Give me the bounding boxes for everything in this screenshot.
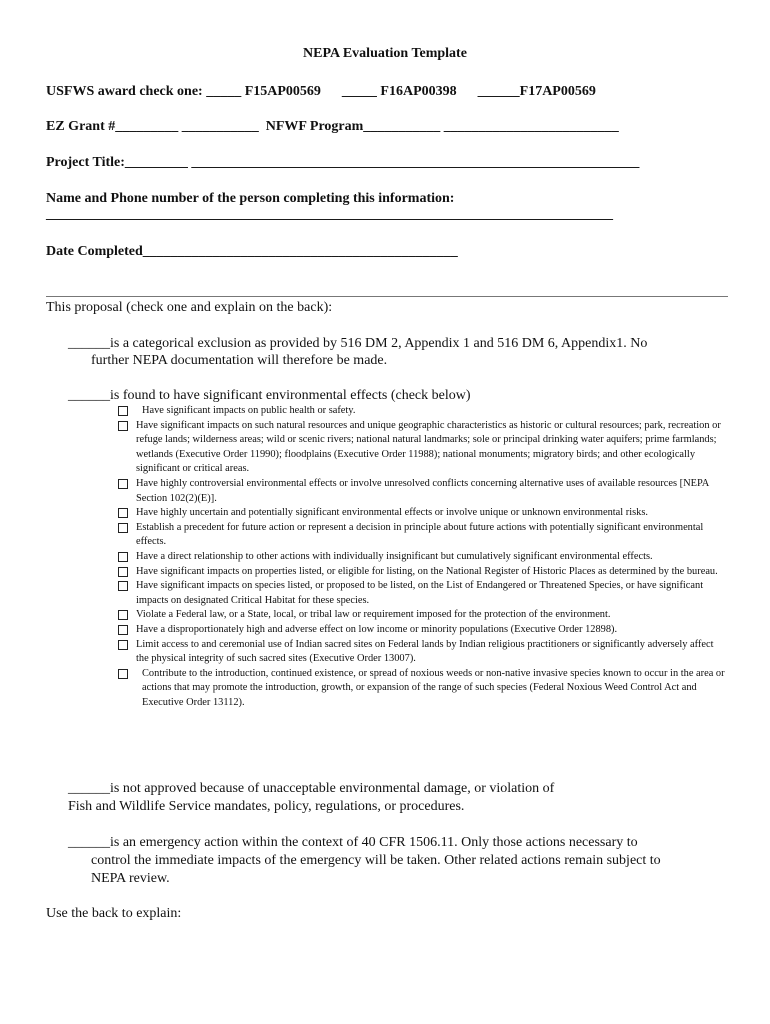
checkbox[interactable] — [118, 421, 128, 431]
criteria-item[interactable] — [118, 623, 728, 638]
grant-program-line: EZ Grant #_________ ___________ NFWF Program___________ _________________________ — [46, 119, 619, 134]
checkbox[interactable] — [118, 669, 128, 679]
criteria-item[interactable] — [118, 638, 728, 667]
checkbox[interactable] — [118, 640, 128, 650]
criteria-item[interactable] — [118, 565, 728, 580]
criteria-item[interactable] — [118, 579, 728, 608]
project-title-line: Project Title:_________ ________________________________________________________________ — [46, 155, 640, 170]
criteria-item[interactable] — [118, 608, 728, 623]
criteria-text: Have a disproportionately high and adverse effect on low income or minority populations (Executive Order 12898). — [136, 623, 618, 635]
option-emergency-line2: control the immediate impacts of the emergency will be taken. Other related actions remain subject to — [91, 853, 661, 868]
criteria-text: Have significant impacts on species listed, or proposed to be listed, on the List of Endangered or Threatened Species, or have significant impacts on designated Critical Habitat for these species. — [136, 580, 704, 606]
criteria-item[interactable] — [118, 667, 728, 711]
significant-effects-checklist — [118, 404, 728, 710]
criteria-item[interactable] — [118, 521, 728, 550]
criteria-item[interactable] — [118, 550, 728, 565]
back-explain-note: Use the back to explain: — [46, 906, 182, 921]
criteria-text: Have highly uncertain and potentially significant environmental effects or involve unique or unknown environmental risks. — [136, 507, 648, 519]
criteria-item[interactable] — [118, 419, 728, 477]
checkbox[interactable] — [118, 567, 128, 577]
checkbox[interactable] — [118, 508, 128, 518]
criteria-text: Have highly controversial environmental effects or involve unresolved conflicts concerning alternative uses of available resources [NEPA Section 102(2)(E)]. — [136, 477, 709, 504]
contact-label: Name and Phone number of the person completing this information: — [46, 191, 455, 206]
criteria-text: Contribute to the introduction, continued existence, or spread of noxious weeds or non-native invasive species known to occur in the area or actions that may promote the introduction, growth, or expansion of the range of such species (Federal Noxious Weed Control Act and Executive Order 13112). — [142, 667, 725, 708]
contact-blank-line: _________________________________________________________________________________ — [46, 207, 613, 222]
award-check-line: USFWS award check one: _____ F15AP00569 _____ F16AP00398 ______F17AP00569 — [46, 84, 596, 99]
option-not-approved-line2: Fish and Wildlife Service mandates, policy, regulations, or procedures. — [68, 799, 465, 814]
criteria-text: Have significant impacts on such natural resources and unique geographic characteristics as historic or cultural resources; park, recreation or refuge lands; wilderness areas; wild or scenic rivers; national natural landmarks; sole or principal drinking water aquifers; prime farmlands; wetlands (Executive Order 11990); floodplains (Executive Order 11988); national monuments; migratory birds; and other ecologically significant or critical areas. — [136, 419, 721, 475]
option-emergency-line1: ______is an emergency action within the context of 40 CFR 1506.11. Only those actions necessary to — [68, 835, 638, 850]
checkbox[interactable] — [118, 406, 128, 416]
criteria-text: Establish a precedent for future action or represent a decision in principle about future actions with potentially significant environmental effects. — [136, 521, 704, 548]
checkbox[interactable] — [118, 610, 128, 620]
criteria-text: Limit access to and ceremonial use of Indian sacred sites on Federal lands by Indian religious practitioners or significantly adversely affect the physical integrity of such sacred sites (Executive Order 13007). — [136, 638, 714, 665]
checkbox[interactable] — [118, 479, 128, 489]
section-divider — [46, 296, 728, 297]
option-emergency-line3: NEPA review. — [91, 871, 170, 886]
criteria-text: Violate a Federal law, or a State, local, or tribal law or requirement imposed for the protection of the environment. — [136, 609, 611, 621]
criteria-text: Have a direct relationship to other actions with individually insignificant but cumulatively significant environmental effects. — [136, 550, 653, 562]
criteria-item[interactable] — [118, 506, 728, 521]
option-categorical-exclusion-line1: ______is a categorical exclusion as provided by 516 DM 2, Appendix 1 and 516 DM 6, Appendix1. No — [68, 336, 648, 351]
proposal-intro: This proposal (check one and explain on the back): — [46, 300, 333, 315]
option-not-approved-line1: ______is not approved because of unacceptable environmental damage, or violation of — [68, 781, 555, 796]
option-categorical-exclusion-line2: further NEPA documentation will therefore be made. — [91, 353, 388, 368]
date-completed-line: Date Completed_____________________________________________ — [46, 244, 458, 259]
checkbox[interactable] — [118, 523, 128, 533]
criteria-text: Have significant impacts on properties listed, or eligible for listing, on the National Register of Historic Places as determined by the bureau. — [136, 565, 718, 577]
checkbox[interactable] — [118, 552, 128, 562]
option-significant-effects: ______is found to have significant environmental effects (check below) — [68, 388, 471, 403]
checkbox[interactable] — [118, 625, 128, 635]
criteria-item[interactable] — [118, 477, 728, 506]
checkbox[interactable] — [118, 581, 128, 591]
page-title: NEPA Evaluation Template — [303, 46, 467, 61]
criteria-text: Have significant impacts on public health or safety. — [142, 405, 356, 416]
criteria-item[interactable] — [118, 404, 728, 419]
